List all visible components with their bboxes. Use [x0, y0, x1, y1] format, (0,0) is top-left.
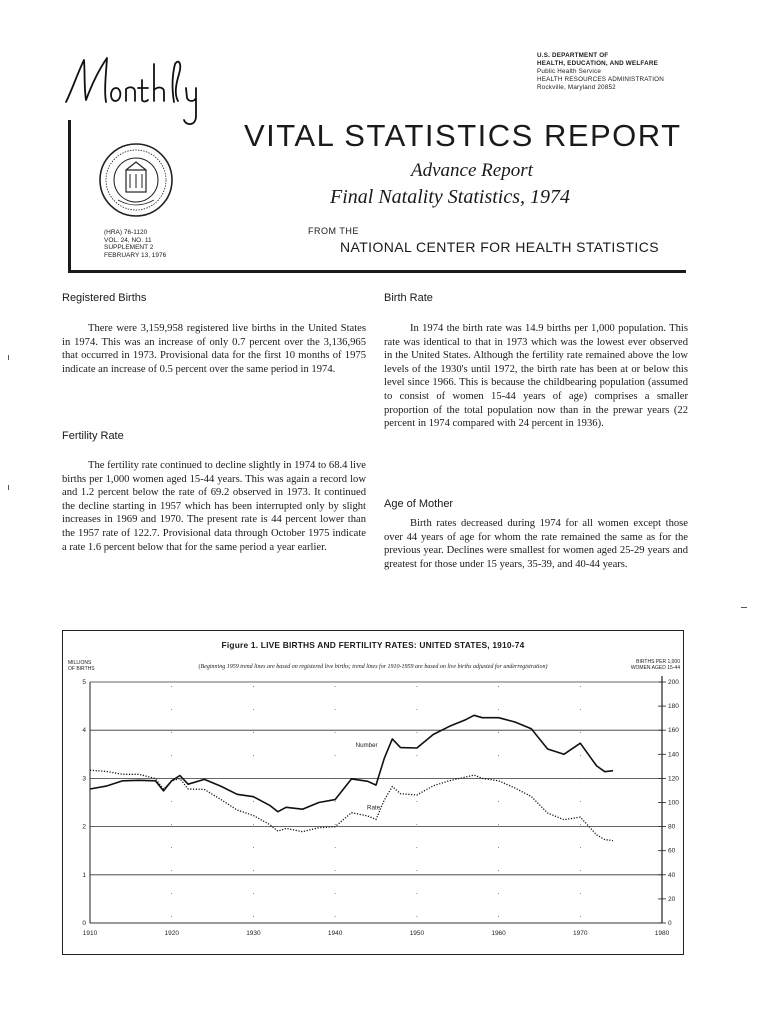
x-tick-label: 1960 — [491, 930, 506, 937]
heading-age-of-mother: Age of Mother — [384, 498, 454, 510]
x-tick-label: 1980 — [654, 930, 670, 937]
agency-line-3: Public Health Service — [537, 68, 602, 75]
x-tick-label: 1920 — [164, 930, 179, 937]
birth-rate-body — [384, 322, 688, 431]
agency-block — [537, 52, 664, 92]
birth-rate-paragraph: In 1974 the birth rate was 14.9 births per 1,000 population. This rate was identical to that in 1973 which was the lowest ever observed in the United States. Although the fertility rate remained above the low levels of the 1930's until 1972, the birth rate has been at or below this level since 1966. This is because the childbearing population (assumed to consist of women 15-44 years of age) comprises a smaller proportion of the total population now than in the prewar years (22 percent in 1974 compared with 24 percent in 1936). — [384, 323, 688, 430]
y-left-tick-label: 0 — [82, 920, 86, 927]
y-right-tick-label: 20 — [668, 895, 676, 903]
registered-births-body — [62, 322, 366, 376]
y-right-tick-label: 100 — [668, 799, 679, 807]
agency-line-1: U.S. DEPARTMENT OF — [537, 52, 609, 59]
births-fertility-chart — [62, 630, 684, 955]
masthead-horizontal-rule — [68, 270, 686, 273]
y-right-tick-label: 40 — [668, 871, 676, 879]
report-issue-title: Final Natality Statistics, 1974 — [330, 186, 570, 208]
heading-fertility-rate: Fertility Rate — [62, 430, 124, 442]
age-of-mother-body — [384, 517, 688, 571]
from-label: FROM THE — [308, 226, 359, 236]
y-left-tick-label: 1 — [82, 871, 86, 879]
right-axis-label-line-2: WOMEN AGED 15-44 — [630, 665, 680, 671]
x-tick-label: 1930 — [246, 930, 261, 937]
series-annotation: Rate — [367, 804, 381, 812]
y-left-tick-label: 3 — [82, 775, 86, 783]
issue-line-4: FEBRUARY 13, 1976 — [104, 251, 167, 259]
y-right-tick-label: 120 — [668, 775, 679, 783]
margin-mark — [8, 485, 9, 490]
series-line-rate — [90, 770, 613, 840]
agency-line-4: HEALTH RESOURCES ADMINISTRATION — [537, 76, 665, 83]
agency-line-5: Rockville, Maryland 20852 — [537, 84, 616, 91]
figure-note: (Beginning 1959 trend lines are based on registered live births; trend lines for 1910-1959 are based on live births adjusted for underregistration) — [198, 664, 548, 670]
fertility-rate-paragraph: The fertility rate continued to decline slightly in 1974 to 68.4 live births per 1,000 women aged 15-44 years. This was again a record low and 1.2 percent below the rate of 69.2 observed in 1973. It continued the decline starting in 1957 which has been interrupted only by slight increases in 1969 and 1970. The present rate is 44 percent lower than the 1957 rate of 122.7. Provisional data through October 1975 indicate a rate 1.6 percent below that for the same period a year earlier. — [62, 460, 366, 553]
issue-line-2: VOL. 24, NO. 11 — [104, 236, 152, 244]
margin-mark — [741, 607, 747, 608]
y-right-tick-label: 200 — [668, 679, 679, 686]
series-annotation: Number — [355, 742, 378, 750]
y-left-tick-label: 2 — [82, 823, 86, 831]
margin-mark — [8, 355, 9, 360]
age-of-mother-paragraph: Birth rates decreased during 1974 for all women except those over 44 years of age for whom the rate remained the same as for the previous year. Declines were smallest for women aged 25-29 years and greatest for those under 15 years, 35-39, and 40-44 years. — [384, 518, 688, 570]
issue-line-3: SUPPLEMENT 2 — [104, 244, 154, 252]
monthly-script-logo — [62, 50, 237, 130]
publisher-name: NATIONAL CENTER FOR HEALTH STATISTICS — [340, 239, 659, 255]
fertility-rate-body — [62, 459, 366, 554]
y-left-tick-label: 4 — [82, 727, 86, 735]
heading-registered-births: Registered Births — [62, 292, 147, 304]
y-right-tick-label: 160 — [668, 727, 679, 735]
registered-births-paragraph: There were 3,159,958 registered live births in the United States in 1974. This was an increase of only 0.7 percent over the 3,136,965 that occurred in 1973. Provisional data for the first 10 months of 1975 indicate an increase of 0.5 percent over the same period in 1974. — [62, 323, 366, 375]
series-line-number — [90, 715, 613, 811]
left-axis-label-line-2: OF BIRTHS — [68, 666, 95, 672]
issue-info — [104, 229, 166, 259]
right-axis-label-line-1: BIRTHS PER 1,000 — [636, 659, 680, 665]
x-tick-label: 1950 — [409, 930, 425, 937]
report-subtitle: Advance Report — [411, 160, 533, 181]
agency-line-2: HEALTH, EDUCATION, AND WELFARE — [537, 60, 658, 67]
y-right-tick-label: 180 — [668, 703, 679, 711]
x-tick-label: 1970 — [573, 930, 588, 937]
issue-line-1: (HRA) 76-1120 — [104, 229, 148, 236]
heading-birth-rate: Birth Rate — [384, 292, 433, 304]
left-axis-label-line-1: MILLIONS — [68, 660, 92, 666]
report-title: VITAL STATISTICS REPORT — [244, 118, 682, 153]
figure-title: Figure 1. LIVE BIRTHS AND FERTILITY RATES: UNITED STATES, 1910-74 — [221, 640, 525, 650]
y-right-tick-label: 60 — [668, 847, 676, 855]
y-right-tick-label: 0 — [668, 920, 672, 927]
hew-seal-icon — [96, 140, 176, 220]
x-tick-label: 1940 — [327, 930, 343, 937]
masthead-vertical-rule — [68, 120, 71, 272]
y-right-tick-label: 80 — [668, 823, 676, 831]
x-tick-label: 1910 — [82, 930, 98, 937]
y-right-tick-label: 140 — [668, 751, 679, 759]
y-left-tick-label: 5 — [82, 679, 86, 686]
